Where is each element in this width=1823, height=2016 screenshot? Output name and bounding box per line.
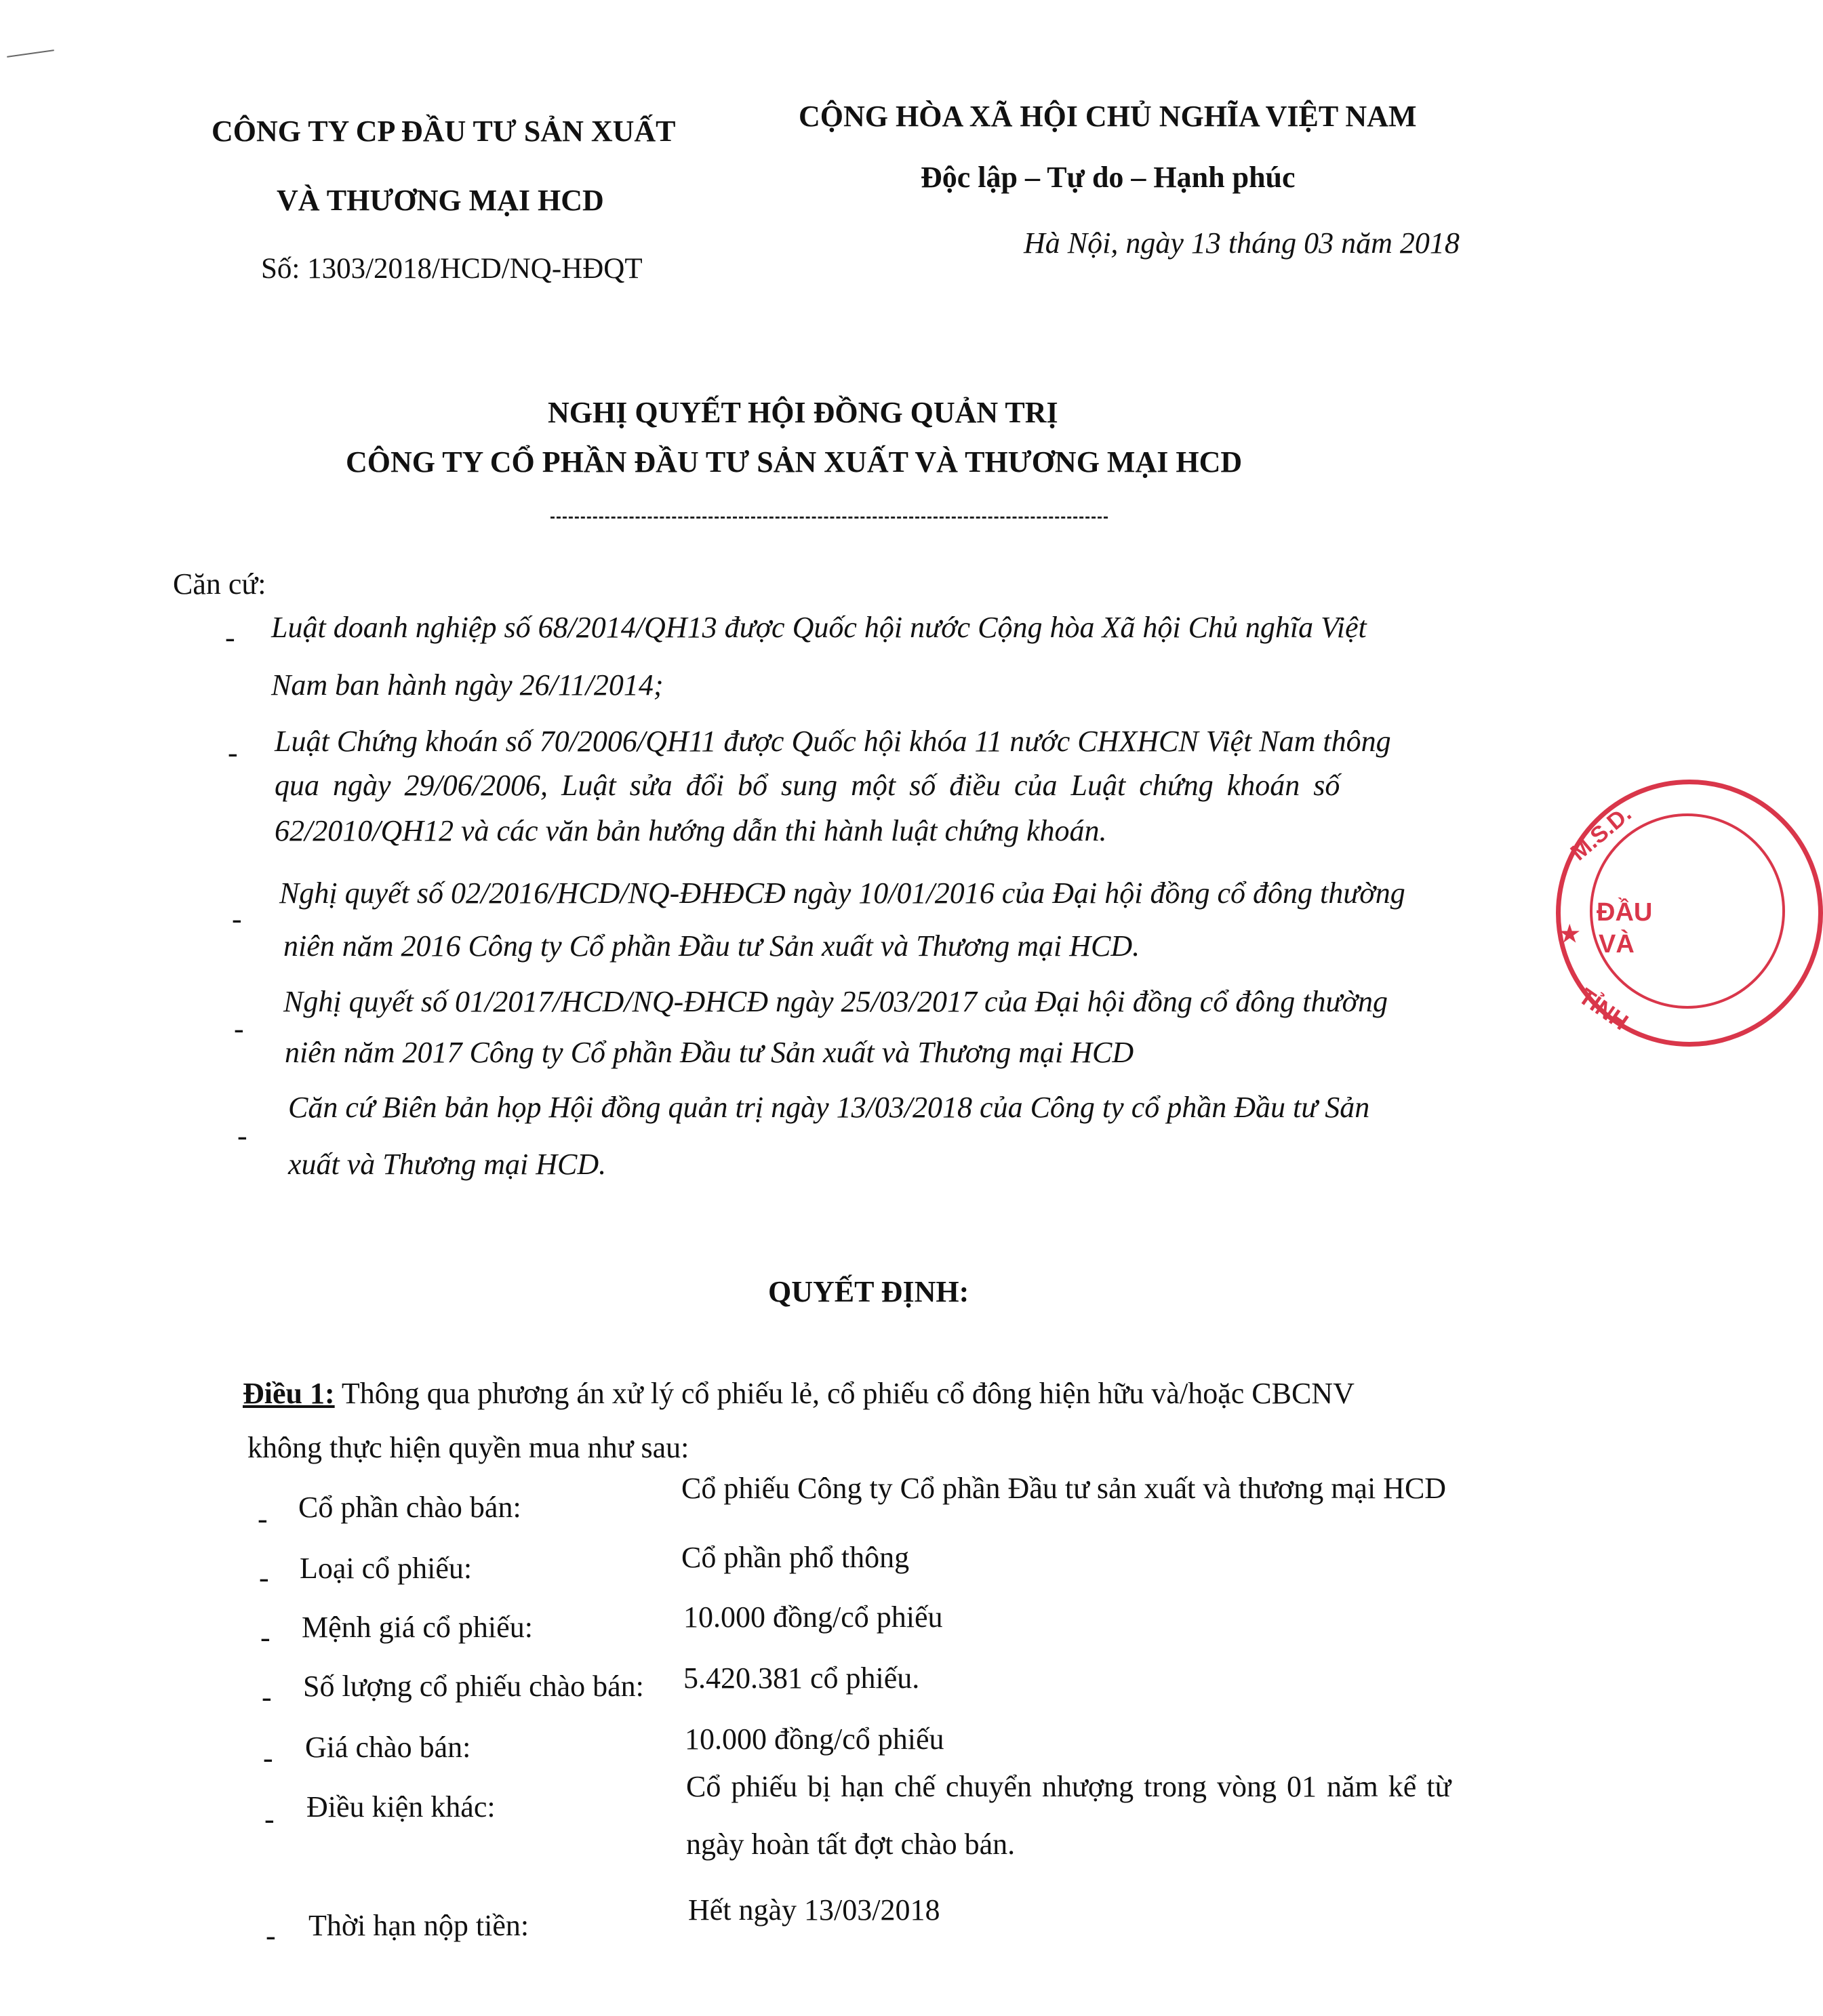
- resolution-title-line2: CÔNG TY CỔ PHẦN ĐẦU TƯ SẢN XUẤT VÀ THƯƠNG MẠI HCD: [346, 445, 1243, 479]
- article-1-text: Thông qua phương án xử lý cổ phiếu lẻ, cổ phiếu cổ đông hiện hữu và/hoặc CBCNV: [334, 1377, 1355, 1410]
- place-date: Hà Nội, ngày 13 tháng 03 năm 2018: [1024, 226, 1460, 260]
- bullet-dash: -: [232, 902, 242, 935]
- term-value: Cổ phiếu bị hạn chế chuyển nhượng trong vòng 01 năm kể từ: [686, 1770, 1451, 1803]
- bullet-dash: -: [225, 621, 235, 654]
- grounds-item-line: Căn cứ Biên bản họp Hội đồng quản trị ngày 13/03/2018 của Công ty cổ phần Đầu tư Sản: [288, 1091, 1370, 1124]
- bullet-dash: -: [258, 1502, 268, 1535]
- grounds-item-line: Nghị quyết số 01/2017/HCD/NQ-ĐHCĐ ngày 25/03/2017 của Đại hội đồng cổ đông thường: [283, 985, 1388, 1018]
- bullet-dash: -: [228, 736, 238, 769]
- grounds-item-line: 62/2010/QH12 và các văn bản hướng dẫn thi hành luật chứng khoán.: [275, 814, 1107, 847]
- document-number: Số: 1303/2018/HCD/NQ-HĐQT: [261, 253, 643, 285]
- bullet-dash: -: [237, 1119, 247, 1152]
- national-motto: Độc lập – Tự do – Hạnh phúc: [921, 161, 1296, 194]
- term-value: Cổ phiếu Công ty Cổ phần Đầu tư sản xuất và thương mại HCD: [681, 1472, 1447, 1505]
- bullet-dash: -: [266, 1919, 276, 1952]
- company-name-line1: CÔNG TY CP ĐẦU TƯ SẢN XUẤT: [212, 115, 676, 148]
- bullet-dash: -: [262, 1680, 272, 1714]
- grounds-item-line: Nghị quyết số 02/2016/HCD/NQ-ĐHĐCĐ ngày 10/01/2016 của Đại hội đồng cổ đông thường: [279, 876, 1405, 910]
- term-value: 10.000 đồng/cổ phiếu: [683, 1600, 943, 1634]
- seal-text-top: M.S.D.: [1565, 801, 1637, 866]
- term-label: Loại cổ phiếu:: [300, 1552, 473, 1585]
- term-value: 5.420.381 cổ phiếu.: [683, 1661, 920, 1695]
- term-label: Cổ phần chào bán:: [298, 1491, 521, 1524]
- article-1-line2: không thực hiện quyền mua như sau:: [247, 1431, 689, 1464]
- grounds-item-line: niên năm 2016 Công ty Cổ phần Đầu tư Sản xuất và Thương mại HCD.: [283, 929, 1140, 963]
- bullet-dash: -: [259, 1561, 269, 1594]
- grounds-label: Căn cứ:: [173, 567, 266, 601]
- seal-text-mid2: VÀ: [1599, 930, 1635, 959]
- title-divider: [550, 517, 1108, 519]
- term-value: Hết ngày 13/03/2018: [688, 1893, 940, 1927]
- grounds-item-line: niên năm 2017 Công ty Cổ phần Đầu tư Sản xuất và Thương mại HCD: [285, 1036, 1134, 1069]
- grounds-item-line: Luật doanh nghiệp số 68/2014/QH13 được Quốc hội nước Cộng hòa Xã hội Chủ nghĩa Việt: [271, 611, 1367, 644]
- grounds-item-line: xuất và Thương mại HCD.: [288, 1148, 607, 1181]
- article-1-label: Điều 1:: [243, 1377, 335, 1410]
- scan-mark: [7, 49, 54, 58]
- term-label: Số lượng cổ phiếu chào bán:: [303, 1670, 644, 1703]
- company-name-line2: VÀ THƯƠNG MẠI HCD: [277, 184, 604, 217]
- seal-text-bottom: TỈNH: [1574, 983, 1633, 1036]
- seal-text-mid1: ĐẦU: [1597, 898, 1653, 927]
- seal-outer-ring: [1556, 780, 1823, 1047]
- seal-inner-ring: [1590, 813, 1785, 1009]
- decision-heading: QUYẾT ĐỊNH:: [768, 1275, 969, 1308]
- bullet-dash: -: [234, 1012, 244, 1045]
- term-value-cont: ngày hoàn tất đợt chào bán.: [686, 1828, 1016, 1861]
- grounds-item-line: Luật Chứng khoán số 70/2006/QH11 được Quốc hội khóa 11 nước CHXHCN Việt Nam thông: [275, 725, 1391, 758]
- term-value: Cổ phần phổ thông: [681, 1541, 910, 1574]
- bullet-dash: -: [263, 1741, 273, 1775]
- term-label: Giá chào bán:: [305, 1731, 471, 1764]
- bullet-dash: -: [260, 1621, 271, 1654]
- grounds-item-line: Nam ban hành ngày 26/11/2014;: [271, 668, 664, 702]
- term-value: 10.000 đồng/cổ phiếu: [685, 1722, 944, 1756]
- article-1-line1: [243, 1376, 1355, 1411]
- resolution-title-line1: NGHỊ QUYẾT HỘI ĐỒNG QUẢN TRỊ: [548, 396, 1058, 429]
- grounds-item-line: qua ngày 29/06/2006, Luật sửa đổi bổ sung một số điều của Luật chứng khoán số: [275, 769, 1340, 802]
- national-title: CỘNG HÒA XÃ HỘI CHỦ NGHĨA VIỆT NAM: [799, 100, 1417, 133]
- bullet-dash: -: [264, 1802, 275, 1836]
- term-label: Thời hạn nộp tiền:: [308, 1909, 529, 1942]
- seal-star: ★: [1559, 921, 1580, 947]
- term-label: Mệnh giá cổ phiếu:: [302, 1611, 533, 1644]
- term-label: Điều kiện khác:: [306, 1790, 496, 1823]
